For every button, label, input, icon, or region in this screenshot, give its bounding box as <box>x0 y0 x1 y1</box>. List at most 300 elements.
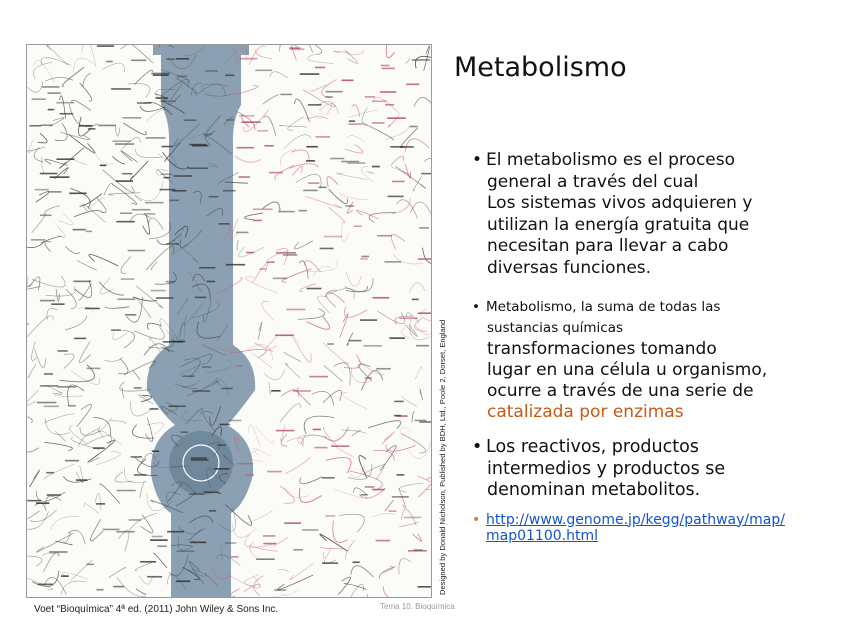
pathway-line <box>112 156 125 164</box>
pathway-line <box>141 395 152 402</box>
pathway-label-mark <box>140 561 156 563</box>
pathway-line <box>409 283 425 293</box>
pathway-label-mark <box>73 281 91 283</box>
bullet-kegg-link <box>468 512 828 544</box>
pathway-line <box>317 102 339 114</box>
source-caption: Voet “Bioquímica” 4ª ed. (2011) John Wiley & Sons Inc. <box>34 604 279 615</box>
pathway-line <box>395 166 426 188</box>
pathway-label-mark <box>276 430 294 432</box>
bullet-dot: • <box>472 511 481 528</box>
pathway-line <box>80 427 101 435</box>
pathway-line <box>32 341 37 360</box>
pathway-line <box>415 56 431 68</box>
pathway-line <box>289 563 313 580</box>
pathway-label-mark <box>190 542 206 544</box>
pathway-line <box>36 191 50 202</box>
pathway-line <box>136 589 146 595</box>
pathway-label-mark <box>271 390 280 392</box>
metabolic-pathways-chart-image <box>26 44 432 598</box>
pathway-label-mark <box>42 86 59 88</box>
pathway-line <box>349 464 365 478</box>
pathway-label-mark <box>259 268 266 270</box>
pathway-label-mark <box>169 200 179 202</box>
pathway-label-mark <box>280 94 292 96</box>
pathway-label-mark <box>376 368 391 370</box>
pathway-label-mark <box>377 235 392 237</box>
pathway-line <box>374 97 401 115</box>
pathway-label-mark <box>195 297 207 299</box>
pathway-line <box>120 45 130 49</box>
pathway-line <box>329 189 348 203</box>
pathway-label-mark <box>155 97 168 99</box>
pathway-label-mark <box>236 232 248 234</box>
pathway-label-mark <box>373 297 390 299</box>
pathway-label-mark <box>146 137 166 139</box>
pathway-line <box>69 104 98 126</box>
pathway-line <box>324 365 342 381</box>
pathway-label-mark <box>283 254 297 256</box>
pathway-label-mark <box>40 173 58 175</box>
pathway-label-mark <box>157 545 167 547</box>
pathway-label-mark <box>390 146 404 148</box>
pathway-label-mark <box>111 88 131 90</box>
pathway-label-mark <box>289 47 300 49</box>
pathway-label-mark <box>263 535 275 537</box>
pathway-label-mark <box>394 401 404 403</box>
pathway-label-mark <box>184 119 196 121</box>
pathway-line <box>326 457 351 473</box>
pathway-line <box>84 504 99 514</box>
pathway-line <box>356 210 378 219</box>
kegg-map-link[interactable]: http://www.genome.jp/kegg/pathway/map/ map01100.html <box>486 511 785 544</box>
pathway-line <box>381 432 394 444</box>
pathway-label-mark <box>225 542 236 544</box>
pathway-line <box>93 417 110 436</box>
bullet-sum-of-transformations: • Metabolismo, la suma de todas las sustancias químicas transformaciones tomando lugar en una célula u organismo, ocurre a través de una serie de catalizada por enzimas <box>468 297 828 423</box>
pathway-line <box>118 530 129 551</box>
pathway-line <box>134 181 163 201</box>
pathway-line <box>247 345 273 360</box>
pathway-label-mark <box>199 267 215 269</box>
pathway-label-mark <box>236 365 243 367</box>
pathway-line <box>154 553 167 568</box>
pathway-line <box>44 414 74 423</box>
pathway-label-mark <box>150 408 159 410</box>
pathway-label-mark <box>60 113 73 115</box>
pathway-line <box>345 144 363 153</box>
pathway-label-mark <box>219 223 230 225</box>
pathway-line <box>328 207 344 223</box>
pathway-label-mark <box>46 472 54 474</box>
pathway-label-mark <box>131 456 142 458</box>
pathway-line <box>243 109 268 132</box>
pathway-line <box>95 153 114 164</box>
pathway-label-mark <box>69 192 86 194</box>
pathway-line <box>110 421 126 424</box>
pathway-line <box>232 524 256 538</box>
pathway-label-mark <box>122 117 141 119</box>
pathway-label-mark <box>147 576 162 578</box>
pathway-label-mark <box>353 561 360 563</box>
pathway-line <box>396 200 417 219</box>
pathway-line <box>376 466 384 479</box>
pathway-line <box>28 364 36 378</box>
pathway-label-mark <box>160 189 176 191</box>
pathway-line <box>140 481 145 498</box>
pathway-label-mark <box>160 173 171 175</box>
pathway-label-mark <box>188 167 208 169</box>
pathway-line <box>399 483 423 493</box>
pathway-line <box>405 164 410 178</box>
pathway-line <box>55 541 72 545</box>
pathway-label-mark <box>116 531 135 533</box>
pathway-label-mark <box>192 390 210 392</box>
pathway-label-mark <box>267 471 282 473</box>
pathway-label-mark <box>231 556 238 558</box>
pathway-line <box>285 363 300 378</box>
pathway-label-mark <box>145 202 164 204</box>
pathway-line <box>115 126 120 136</box>
tca-cycle-ring <box>169 431 233 495</box>
pathway-label-mark <box>40 385 58 387</box>
pathway-label-mark <box>56 102 74 104</box>
pathway-label-mark <box>122 173 132 175</box>
pathway-label-mark <box>115 143 134 145</box>
pathway-label-mark <box>302 529 319 531</box>
pathway-line <box>121 256 131 273</box>
pathway-label-mark <box>100 165 107 167</box>
figure-credit-text: Designed by Donald Nicholson, Published by BDH, Ltd., Poole 2, Dorset, England <box>438 319 447 595</box>
pathway-label-mark <box>286 309 305 311</box>
pathway-label-mark <box>365 96 375 98</box>
pathway-line <box>278 575 314 590</box>
pathway-label-mark <box>372 122 384 124</box>
pathway-label-mark <box>162 100 176 102</box>
pathway-label-mark <box>256 558 275 560</box>
pathway-line <box>344 355 360 368</box>
pathway-line <box>323 390 342 403</box>
pathway-label-mark <box>342 80 354 82</box>
pathway-line <box>292 166 302 175</box>
pathway-line <box>346 136 364 142</box>
pathway-label-mark <box>121 278 135 280</box>
pathway-line <box>430 365 431 369</box>
pathway-label-mark <box>388 510 396 512</box>
pathway-label-mark <box>129 519 142 521</box>
pathway-label-mark <box>315 67 325 69</box>
pathway-line <box>280 404 301 423</box>
pathway-line <box>136 149 162 158</box>
pathway-line <box>27 390 38 406</box>
pathway-line <box>72 100 91 110</box>
pathway-label-mark <box>241 121 260 123</box>
pathway-line <box>33 62 52 78</box>
pathway-label-mark <box>246 252 254 254</box>
pathway-line <box>347 332 353 345</box>
pathway-line <box>83 73 91 87</box>
pathway-label-mark <box>316 136 331 138</box>
pathway-line <box>118 358 128 374</box>
pathway-label-mark <box>44 406 59 408</box>
pathway-label-mark <box>48 92 61 94</box>
pathway-label-mark <box>240 58 257 60</box>
pathway-label-mark <box>226 264 245 266</box>
pathway-label-mark <box>176 58 189 60</box>
pathway-label-mark <box>319 187 327 189</box>
pathway-label-mark <box>322 562 338 564</box>
pathway-line <box>105 307 129 309</box>
pathway-label-mark <box>417 586 430 588</box>
pathway-label-mark <box>37 402 56 404</box>
pathway-line <box>60 96 66 119</box>
pathway-line <box>305 196 342 208</box>
pathway-line <box>258 322 262 340</box>
pathway-line <box>27 511 39 521</box>
pathway-line <box>339 193 368 200</box>
pathway-line <box>78 284 91 301</box>
pathway-label-mark <box>385 104 394 106</box>
pathway-label-mark <box>207 281 215 283</box>
pathway-label-mark <box>56 158 74 160</box>
pathway-label-mark <box>166 243 179 245</box>
pathway-line <box>143 215 150 235</box>
pathway-line <box>304 416 334 434</box>
pathway-line <box>368 421 401 429</box>
pathway-label-mark <box>372 489 385 491</box>
pathway-line <box>300 477 323 484</box>
pathway-line <box>307 54 333 63</box>
pathway-line <box>27 512 48 530</box>
pathway-label-mark <box>166 281 175 283</box>
pathway-line <box>237 241 239 251</box>
pathway-line <box>415 367 421 380</box>
pathway-label-mark <box>49 551 68 553</box>
pathway-line <box>130 161 148 180</box>
pathway-line <box>147 323 162 329</box>
pathway-label-mark <box>156 297 173 299</box>
footer-tag: Tema 10. Bioquímica <box>380 602 455 611</box>
pathway-line <box>345 540 355 560</box>
pathway-line <box>311 45 322 55</box>
pathway-label-mark <box>98 125 116 127</box>
pathway-line <box>64 354 74 369</box>
pathway-line <box>299 488 321 503</box>
pathway-line <box>136 286 163 308</box>
pathway-label-mark <box>320 248 334 250</box>
pathway-label-mark <box>284 522 301 524</box>
pathway-label-mark <box>388 196 404 198</box>
pathway-line <box>27 432 39 452</box>
pathway-line <box>123 123 146 135</box>
pathway-label-mark <box>246 474 255 476</box>
pathway-label-mark <box>120 212 132 214</box>
pathway-line <box>322 80 337 98</box>
pathway-label-mark <box>412 299 419 301</box>
pathway-label-mark <box>415 420 427 422</box>
pathway-line <box>402 396 417 407</box>
pathway-line <box>361 166 372 181</box>
pathway-line <box>68 385 84 405</box>
pathway-label-mark <box>44 373 53 375</box>
pathway-line <box>57 226 66 238</box>
pathway-line <box>299 261 308 279</box>
pathway-line <box>80 83 92 101</box>
pathway-line <box>235 156 261 162</box>
pathway-label-mark <box>153 74 169 76</box>
pathway-line <box>236 112 254 131</box>
pathway-label-mark <box>313 429 321 431</box>
pathway-line <box>288 117 304 130</box>
pathway-line <box>250 542 257 558</box>
pathway-line <box>399 559 411 575</box>
pathway-label-mark <box>97 45 114 47</box>
pathway-line <box>104 183 113 195</box>
pathway-line <box>245 277 278 294</box>
pathway-line <box>79 341 90 362</box>
pathway-line <box>60 132 90 140</box>
pathway-label-mark <box>223 190 236 192</box>
pathway-label-mark <box>325 96 332 98</box>
pathway-line <box>121 151 138 163</box>
pathway-line <box>51 517 79 531</box>
pathway-line <box>59 365 94 382</box>
pathway-line <box>59 214 74 225</box>
pathway-line <box>100 431 122 445</box>
pathway-label-mark <box>406 84 419 86</box>
pathway-line <box>392 198 410 214</box>
pathway-line <box>72 371 100 384</box>
pathway-line <box>133 370 140 379</box>
pathway-label-mark <box>202 366 211 368</box>
pathway-line <box>55 431 66 442</box>
pathway-label-mark <box>189 144 206 146</box>
pathway-line <box>231 589 240 597</box>
pathway-label-mark <box>389 337 405 339</box>
pathway-label-mark <box>392 181 405 183</box>
pathway-line <box>372 513 396 517</box>
pathway-label-mark <box>134 387 142 389</box>
pathway-line <box>245 213 264 220</box>
bullet-dot: • <box>472 150 483 170</box>
pathway-line <box>388 116 399 128</box>
pathway-label-mark <box>116 221 134 223</box>
pathway-label-mark <box>191 459 209 461</box>
pathway-label-mark <box>412 59 430 61</box>
pathway-line <box>307 259 338 271</box>
pathway-label-mark <box>68 405 76 407</box>
pathway-label-mark <box>209 196 219 198</box>
pathway-line <box>60 148 84 169</box>
pathway-line <box>369 213 396 223</box>
pathway-label-mark <box>269 172 283 174</box>
pathway-line <box>324 427 338 447</box>
pathway-label-mark <box>348 123 362 125</box>
pathway-label-mark <box>363 345 382 347</box>
pathway-label-mark <box>48 109 55 111</box>
pathway-line <box>413 177 421 191</box>
pathway-line <box>366 171 374 174</box>
pathway-line <box>412 411 414 422</box>
pathway-label-mark <box>419 227 429 229</box>
pathway-label-mark <box>325 515 335 517</box>
pathway-label-mark <box>274 589 286 591</box>
pathway-line <box>149 218 164 230</box>
pathway-line <box>69 134 95 152</box>
pathway-label-mark <box>263 543 276 545</box>
pathway-label-mark <box>322 477 335 479</box>
pathway-line <box>249 46 265 65</box>
pathway-line <box>30 510 56 522</box>
enzyme-catalysis-highlight: catalizada por enzimas <box>487 402 684 422</box>
pathway-line <box>363 464 386 474</box>
pathway-label-mark <box>125 314 136 316</box>
pathway-label-mark <box>40 214 52 216</box>
pathway-label-mark <box>276 252 296 254</box>
pathway-line <box>134 70 152 84</box>
pathway-label-mark <box>152 450 160 452</box>
pathway-line <box>312 391 334 405</box>
pathway-line <box>346 272 361 286</box>
pathway-line <box>262 301 274 320</box>
pathway-label-mark <box>255 70 272 72</box>
pathway-label-mark <box>177 550 195 552</box>
pathway-line <box>70 188 90 208</box>
central-pathway-spine <box>147 45 255 597</box>
pathway-label-mark <box>360 319 377 321</box>
pathway-line <box>130 513 157 530</box>
pathway-line <box>247 511 272 523</box>
pathway-label-mark <box>171 341 186 343</box>
pathway-label-mark <box>85 308 100 310</box>
pathway-line <box>85 436 112 447</box>
pathway-line <box>285 457 310 474</box>
pathway-line <box>27 575 53 590</box>
pathway-line <box>386 126 409 140</box>
pathway-label-mark <box>47 494 61 496</box>
pathway-line <box>264 370 284 380</box>
pathway-label-mark <box>392 496 409 498</box>
pathway-label-mark <box>349 120 355 122</box>
pathway-label-mark <box>151 73 169 75</box>
pathway-label-mark <box>152 536 163 538</box>
pathway-label-mark <box>257 130 267 132</box>
pathway-line <box>421 309 431 326</box>
pathway-label-mark <box>239 176 251 178</box>
pathway-line <box>401 434 425 453</box>
pathway-label-mark <box>397 474 405 476</box>
pathway-line <box>252 263 267 283</box>
pathway-line <box>249 545 277 551</box>
pathway-line <box>135 195 142 201</box>
pathway-label-mark <box>137 102 152 104</box>
pathway-line <box>284 335 300 345</box>
pathway-label-mark <box>87 368 101 370</box>
pathway-label-mark <box>111 329 121 331</box>
pathway-line <box>141 515 153 534</box>
pathway-line <box>321 547 343 549</box>
pathway-line <box>385 500 393 511</box>
pathway-line <box>45 242 51 252</box>
pathway-label-mark <box>382 68 395 70</box>
pathway-label-mark <box>266 261 274 263</box>
pathway-line <box>27 79 43 92</box>
pathway-line <box>102 63 124 72</box>
pathway-label-mark <box>167 531 184 533</box>
pathway-line <box>342 223 349 242</box>
pathway-label-mark <box>365 486 375 488</box>
pathway-line <box>292 150 309 161</box>
pathway-label-mark <box>360 258 367 260</box>
